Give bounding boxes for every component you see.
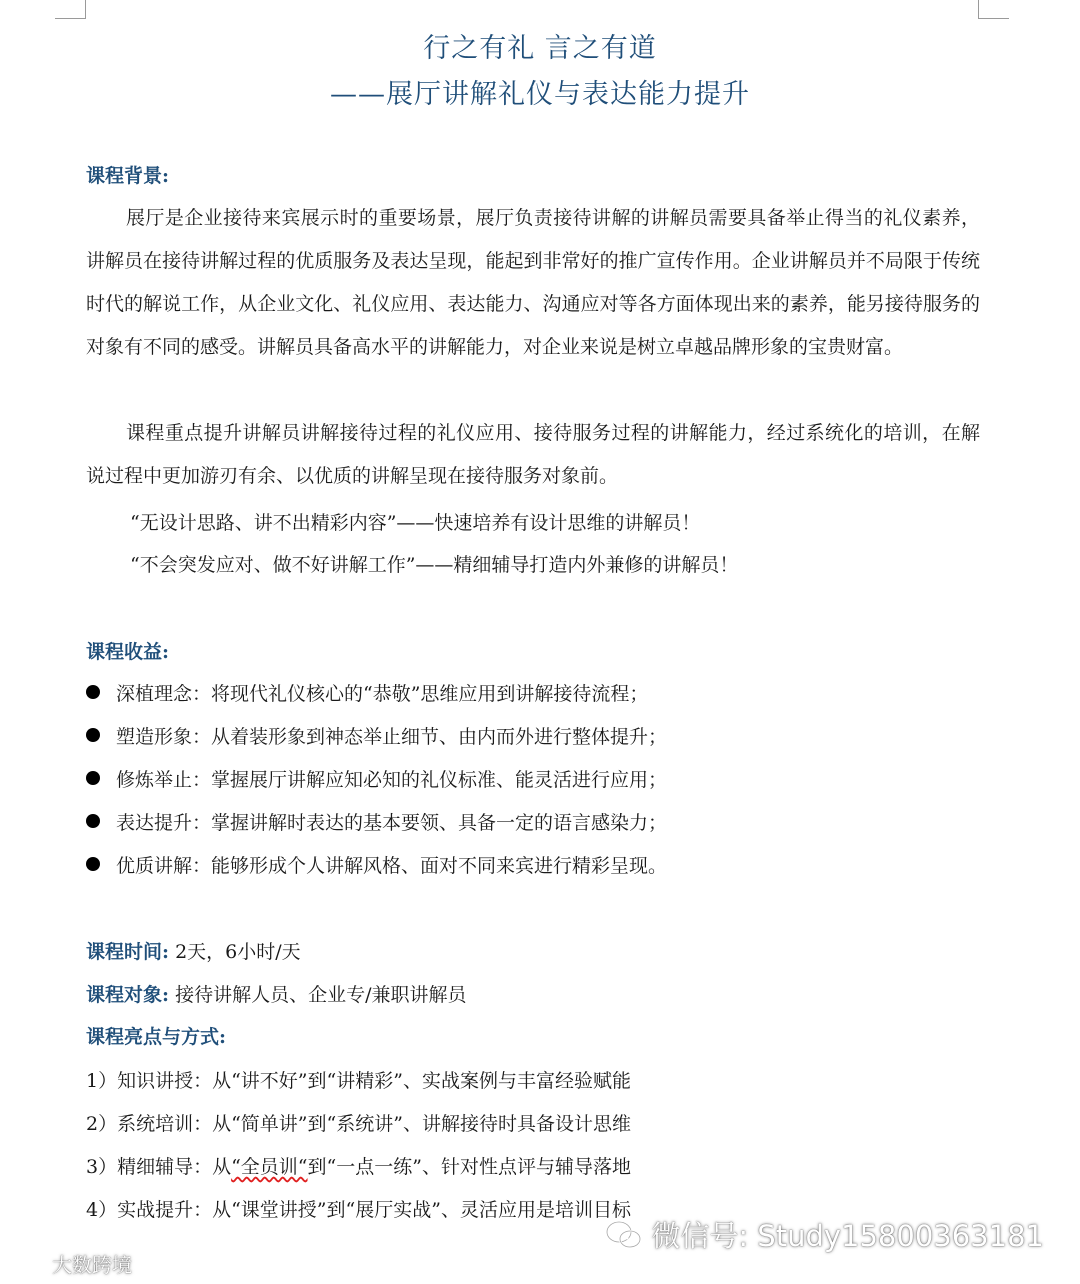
course-time — [86, 937, 301, 964]
course-time-value: 2天，6小时/天 — [175, 941, 301, 963]
benefit-item — [86, 851, 667, 878]
benefit-item — [86, 765, 667, 792]
bullet-icon — [86, 685, 100, 699]
background-heading: 课程背景: — [86, 165, 170, 187]
brand-logo-icon — [6, 1253, 48, 1275]
benefit-text: 深植理念：将现代礼仪核心的“恭敬”思维应用到讲解接待流程； — [116, 683, 649, 705]
document-title: 行之有礼 言之有道 — [423, 33, 657, 64]
benefit-text: 塑造形象：从着装形象到神态举止细节、由内而外进行整体提升； — [116, 726, 668, 748]
bullet-icon — [86, 857, 100, 871]
highlight-item-1: 1）知识讲授：从“讲不好”到“讲精彩”、实战案例与丰富经验赋能 — [86, 1070, 631, 1092]
benefit-item — [86, 722, 667, 749]
brand-watermark — [6, 1249, 132, 1278]
benefits-heading: 课程收益: — [86, 641, 170, 663]
highlight-item-2: 2）系统培训：从“简单讲”到“系统讲”、讲解接待时具备设计思维 — [86, 1113, 631, 1135]
bullet-icon — [86, 728, 100, 742]
crop-mark-top-right — [978, 0, 1009, 19]
wechat-watermark — [605, 1214, 1044, 1255]
spellcheck-flagged-text: “全员训“ — [231, 1156, 308, 1178]
highlights-heading: 课程亮点与方式: — [86, 1026, 227, 1048]
highlight-item-3-suffix: 到“一点一练”、针对性点评与辅导落地 — [307, 1156, 631, 1178]
wechat-id-text: 微信号: Study15800363181 — [651, 1219, 1044, 1253]
crop-mark-top-left — [55, 0, 86, 19]
benefit-text: 表达提升：掌握讲解时表达的基本要领、具备一定的语言感染力； — [116, 812, 668, 834]
benefit-item — [86, 679, 648, 706]
wechat-icon — [605, 1220, 643, 1250]
course-audience-value: 接待讲解人员、企业专/兼职讲解员 — [175, 984, 467, 1006]
benefit-text: 修炼举止：掌握展厅讲解应知必知的礼仪标准、能灵活进行应用； — [116, 769, 668, 791]
highlight-item-3-prefix: 3）精细辅导：从 — [86, 1156, 232, 1178]
background-paragraph-1: 展厅是企业接待来宾展示时的重要场景，展厅负责接待讲解的讲解员需要具备举止得当的礼仪素养，讲解员在接待讲解过程的优质服务及表达呈现，能起到非常好的推广宣传作用。企业讲解员并不局限于传统时代的解说工作，从企业文化、礼仪应用、表达能力、沟通应对等各方面体现出来的素养，能另接待服务的对象有不同的感受。讲解员具备高水平的讲解能力，对企业来说是树立卓越品牌形象的宝贵财富。 — [86, 207, 980, 358]
highlight-item-3 — [86, 1152, 631, 1179]
highlight-item-4: 4）实战提升：从“课堂讲授”到“展厅实战”、灵活应用是培训目标 — [86, 1199, 631, 1221]
background-paragraph-2: 课程重点提升讲解员讲解接待过程的礼仪应用、接待服务过程的讲解能力，经过系统化的培训，在解说过程中更加游刃有余、以优质的讲解呈现在接待服务对象前。 — [86, 422, 980, 487]
bullet-icon — [86, 771, 100, 785]
course-time-label: 课程时间: — [86, 941, 170, 963]
benefit-text: 优质讲解：能够形成个人讲解风格、面对不同来宾进行精彩呈现。 — [116, 855, 668, 877]
background-quote-2: “不会突发应对、做不好讲解工作”——精细辅导打造内外兼修的讲解员！ — [130, 554, 739, 576]
course-audience — [86, 980, 466, 1007]
course-audience-label: 课程对象: — [86, 984, 170, 1006]
brand-watermark-text: 大数跨境 — [52, 1253, 132, 1277]
document-subtitle: ——展厅讲解礼仪与表达能力提升 — [330, 79, 750, 110]
bullet-icon — [86, 814, 100, 828]
benefit-item — [86, 808, 667, 835]
background-quote-1: “无设计思路、讲不出精彩内容”——快速培养有设计思维的讲解员！ — [130, 512, 701, 534]
